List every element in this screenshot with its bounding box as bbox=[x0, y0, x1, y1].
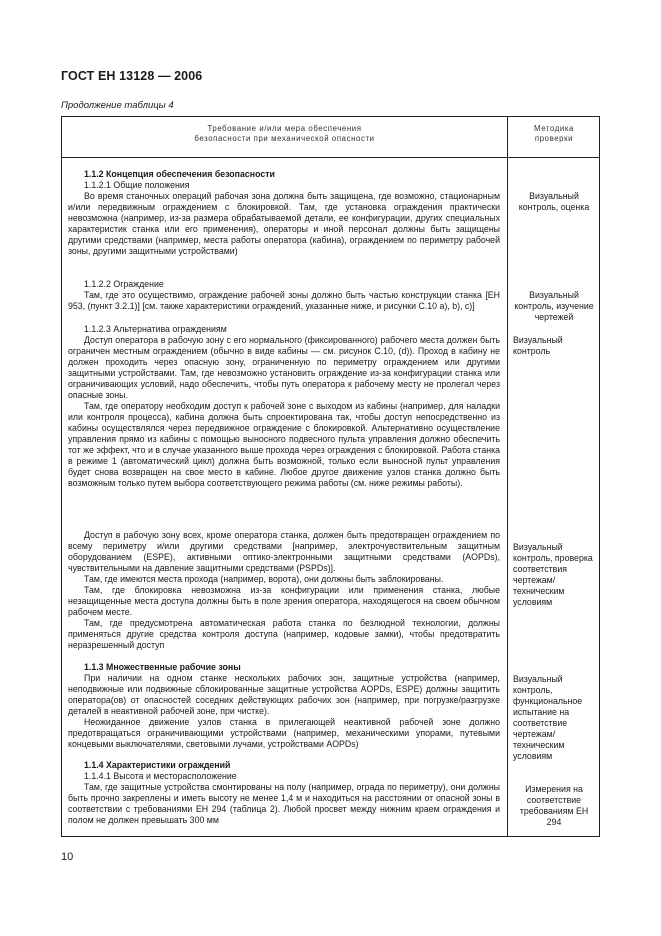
section-1-1-2-2 bbox=[68, 279, 500, 312]
section-title: 1.1.4 Характеристики ограждений bbox=[84, 760, 231, 770]
method-cell bbox=[513, 542, 595, 608]
method-text: Визуальный контроль, проверка соответствия чертежам/ техническим условиям bbox=[513, 542, 593, 607]
requirement-column-header bbox=[62, 124, 507, 144]
method-cell bbox=[513, 784, 595, 828]
paragraph: Там, где защитные устройства смонтированы на полу (например, ограда по периметру), они должны быть прочно закреплены и иметь высоту не менее 1,4 м и находиться на расстоянии от опасной зоны в соответствии с требованиями ЕН 294 (таблица 2). Любой просвет между нижним краем ограждения и полом не должен превышать 300 мм bbox=[68, 782, 500, 825]
table-continuation-caption: Продолжение таблицы 4 bbox=[61, 100, 174, 111]
paragraph: Там, где предусмотрена автоматическая работа станка по безлюдной технологии, должны применяться другие средства контроля доступа (например, кодовые замки), чтобы предотвратить неразрешенный доступ bbox=[68, 618, 500, 650]
requirement-header-line-2: безопасности при механической опасности bbox=[194, 134, 375, 143]
method-cell bbox=[513, 674, 595, 762]
section-1-1-2-3-continued bbox=[68, 530, 500, 651]
section-1-1-2-3 bbox=[68, 324, 500, 489]
paragraph: Неожиданное движение узлов станка в прилегающей неактивной рабочей зоне должно предотвращаться ограничивающими устройствами (например, механическими упорами, путевыми концевыми выключателями, световыми лучами, устройствами AOPDs) bbox=[68, 717, 500, 749]
paragraph: Там, где имеются места прохода (например, ворота), они должны быть заблокированы. bbox=[84, 574, 444, 584]
document-header: ГОСТ ЕН 13128 — 2006 bbox=[61, 69, 203, 83]
column-divider bbox=[507, 117, 508, 836]
subsection-title: 1.1.2.1 Общие положения bbox=[84, 180, 190, 190]
method-header-line-1: Методика bbox=[534, 124, 574, 133]
paragraph: Во время станочных операций рабочая зона должна быть защищена, где возможно, стационарным и/или передвижным ограждением с блокировкой. Там, где установка ограждения практически невозможна (например, из-за размера обрабатываемой детали, ее конфигурации, других специальных характеристик станка или его применения), операторы и иной персонал должны быть защищены другими средствами (например, места работы оператора (кабина), ограждением по периметру рабочей зоны, другими защитными устройствами) bbox=[68, 191, 500, 256]
subsection-title: 1.1.2.3 Альтернатива ограждениям bbox=[84, 324, 227, 334]
method-cell bbox=[513, 335, 595, 357]
method-header-line-2: проверки bbox=[534, 134, 574, 143]
paragraph: Там, где оператору необходим доступ к рабочей зоне с выходом из кабины (например, для наладки или контроля процесса), кабина должна быть спроектирована так, чтобы доступ непосредственно из кабины осуществлялся через передвижное ограждение с блокировкой. Альтернативно осуществление управления прямо из кабины с помощью выносного подвесного пульта управления должно обеспечить тот же эффект, что и в случае указанного выше прохода через ограждения с блокировкой. Работа станка в режиме 1 (автоматический цикл) должна быть возможной, только если выносной пульт управления будет снова возвращен на свое место в кабине. Любое другое движение узлов станка должно быть возможным только путем выбора соответствующего режима работы (см. ниже режимы работы). bbox=[68, 401, 500, 488]
section-title: 1.1.2 Концепция обеспечения безопасности bbox=[84, 169, 275, 179]
requirement-header-line-1: Требование и/или мера обеспечения bbox=[207, 124, 362, 133]
method-cell bbox=[513, 191, 595, 213]
method-text: Визуальный контроль bbox=[513, 335, 563, 356]
paragraph: Доступ оператора в рабочую зону с его нормального (фиксированного) рабочего места должен быть ограничен местным ограждением (обычно в виде кабины — см. рисунок С.10, (d)). Проход в кабину не должен проходить через опасную зону, ограниченную по периметру ограждением или другими защитными устройствами. Там, где невозможно установить ограждение из-за конфигурации станка или ограничивающих условий, надо обеспечить, чтобы путь оператора к рабочему месту не пролегал через опасные зоны. bbox=[68, 335, 500, 400]
method-text: Визуальный контроль, функциональное испытание на соответствие чертежам/ техническим условиям bbox=[513, 674, 583, 761]
page-number: 10 bbox=[61, 851, 74, 863]
method-text: Измерения на соответствие требованиям ЕН 294 bbox=[519, 784, 589, 827]
paragraph: Доступ в рабочую зону всех, кроме оператора станка, должен быть предотвращен ограждением по всему периметру и/или другими средствами [например, электрочувствительным защитным оборудованием (ESPE), активными оптико-электронными защитными средствами (AOPDs), чувствительными на давление защитными средствами (PSPDs)]. bbox=[68, 530, 500, 573]
header-divider bbox=[62, 157, 599, 158]
paragraph: Там, где это осуществимо, ограждение рабочей зоны должно быть частью конструкции станка [ЕН 953, (пункт 3.2.1)] [см. также характеристики ограждений, указанные ниже, и рисунки С.10 а), b), c)] bbox=[68, 290, 500, 311]
section-1-1-2 bbox=[68, 169, 500, 257]
paragraph: Там, где блокировка невозможна из-за конфигурации или применения станка, любые незащищенные места доступа должны быть в поле зрения оператора, находящегося на своем обычном рабочем месте. bbox=[68, 585, 500, 617]
method-text: Визуальный контроль, изучение чертежей bbox=[514, 290, 594, 322]
section-title: 1.1.3 Множественные рабочие зоны bbox=[84, 662, 241, 672]
method-column-header bbox=[508, 124, 600, 144]
requirements-table bbox=[61, 116, 600, 837]
subsection-title: 1.1.2.2 Ограждение bbox=[84, 279, 164, 289]
subsection-title: 1.1.4.1 Высота и месторасположение bbox=[84, 771, 237, 781]
method-text: Визуальный контроль, оценка bbox=[518, 191, 590, 212]
method-cell bbox=[513, 290, 595, 323]
section-1-1-4 bbox=[68, 760, 500, 826]
section-1-1-3 bbox=[68, 662, 500, 750]
paragraph: При наличии на одном станке нескольких рабочих зон, защитные устройства (например, неподвижные или подвижные сблокированные защитные устройства AOPDs, ESPE) должны защитить оператора(ов) от опасностей соседних действующих рабочих зон (например, при погрузке/разгрузке деталей в неактивной рабочей зоне, при чистке). bbox=[68, 673, 500, 716]
